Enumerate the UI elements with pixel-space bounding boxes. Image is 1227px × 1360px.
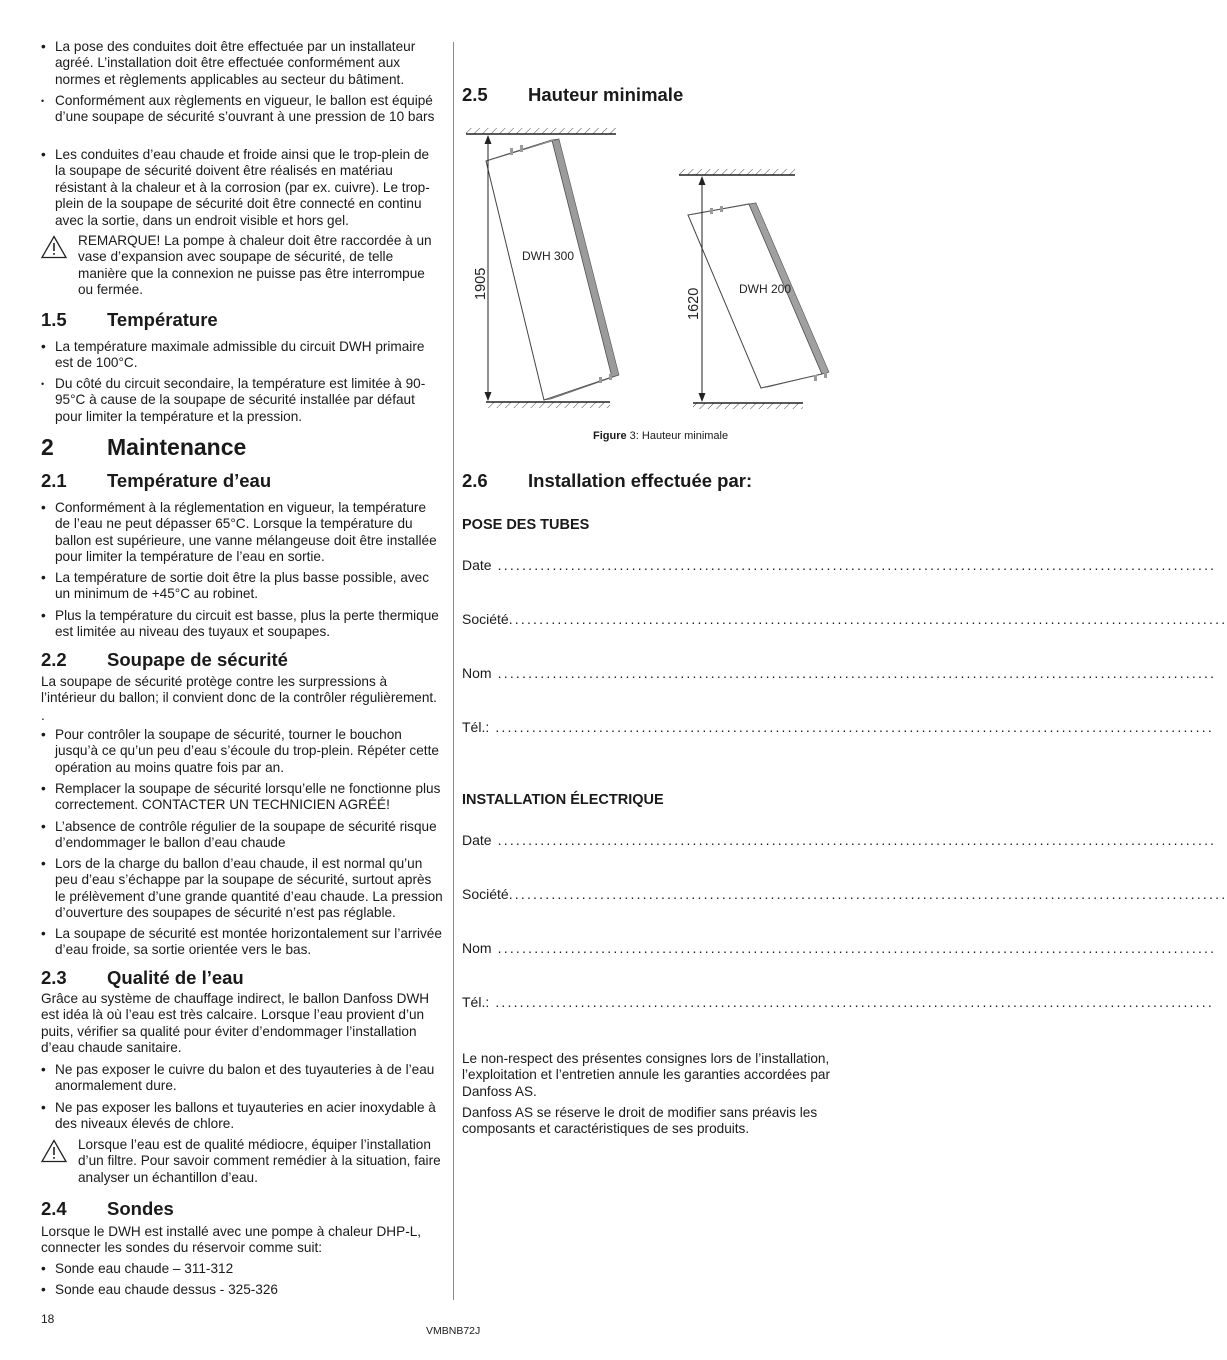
chapter-heading-2: 2 Maintenance — [41, 434, 247, 460]
list-item: • La soupape de sécurité est montée horizontalement sur l’arrivée d’eau froide, sa sortie orientée vers le bas. — [41, 926, 442, 958]
ceiling-hatch — [466, 128, 616, 134]
paragraph: Lorsque le DWH est installé avec une pompe à chaleur DHP-L, connecter les sondes du réservoir comme suit: — [41, 1224, 422, 1256]
list-item: • La pose des conduites doit être effectuée par un installateur agréé. L’installation doit être effectuée conformément aux normes et règlements applicables au secteur du bâtiment. — [41, 39, 443, 88]
remark-text: Lorsque l’eau est de qualité médiocre, équiper l’installation d’un filtre. Pour savoir comment remédier à la situation, faire analyser un échantillon d’eau. — [78, 1137, 441, 1185]
section-heading-2-2: 2.2 Soupape de sécurité — [41, 649, 288, 670]
warranty-note: Le non-respect des présentes consignes lors de l’installation, l’exploitation et l’entretien annule les garanties accordées par Danfoss AS. — [462, 1051, 831, 1099]
elec-nom-field[interactable]: Nom ...................................................................................................................... — [462, 940, 1217, 956]
pose-nom-field[interactable]: Nom ...................................................................................................................... — [462, 665, 1217, 681]
dimension-label-1905: 1905 — [473, 267, 489, 300]
bullet-text: La soupape de sécurité est montée horizontalement sur l’arrivée d’eau froide, sa sortie orientée vers le bas. — [55, 926, 442, 958]
bullet-text: Sonde eau chaude – 311-312 — [55, 1261, 234, 1276]
section-heading-2-4: 2.4 Sondes — [41, 1198, 174, 1219]
bullet-text: Les conduites d’eau chaude et froide ainsi que le trop-plein de la soupape de sécurité doivent être réalisés en matériau résistant à la chaleur et à la corrosion (par ex. cuivre). Le trop-plein de la soupape de sécurité doit être connecté en continu avec la sortie, dans un endroit visible et hors gel. — [55, 147, 430, 228]
arrow-up-icon — [485, 135, 492, 144]
bullet-text: La température maximale admissible du circuit DWH primaire est de 100°C. — [55, 339, 425, 371]
elec-societe-field[interactable]: Société...................................................................................................................... — [462, 886, 1227, 902]
paragraph: La soupape de sécurité protège contre les surpressions à l’intérieur du ballon; il convient donc de la contrôler régulièrement. — [41, 674, 437, 706]
bullet-text: Lors de la charge du ballon d’eau chaude, il est normal qu’un peu d’eau s’échappe par la soupape de sécurité, surtout après le prélèvement d’une grande quantité d’eau chaude. La pression d’ouverture des soupapes de sécurité n’est pas réglable. — [55, 856, 443, 921]
bullet-text: Sonde eau chaude dessus - 325-326 — [55, 1282, 278, 1297]
column-divider — [453, 42, 454, 1300]
model-label-dwh-200: DWH 200 — [739, 282, 792, 296]
bullet-text: Ne pas exposer les ballons et tuyauteries en acier inoxydable à des niveaux élevés de chlore. — [55, 1100, 436, 1132]
bullet-text: Pour contrôler la soupape de sécurité, tourner le bouchon jusqu’à ce qu’un peu d’eau s’écoule du trop-plein. Répéter cette opération au moins quatre fois par an. — [55, 727, 439, 775]
floor-hatch — [486, 402, 610, 408]
page-number: 18 — [41, 1312, 55, 1326]
list-item: • Sonde eau chaude – 311-312 — [41, 1261, 443, 1277]
section-heading-2-3: 2.3 Qualité de l’eau — [41, 967, 244, 988]
bullet-text: Conformément à la réglementation en vigueur, la température de l’eau ne peut dépasser 65°C. Lorsque la température du ballon est supérieure, une vanne mélangeuse doit être installée pour limiter la température de l’eau en sortie. — [55, 500, 437, 565]
bullet-text: Remplacer la soupape de sécurité lorsqu’elle ne fonctionne plus correctement. CONTACTER UN TECHNICIEN AGRÉÉ! — [55, 781, 441, 813]
list-item: • Sonde eau chaude dessus - 325-326 — [41, 1282, 443, 1298]
list-item: • L’absence de contrôle régulier de la soupape de sécurité risque d’endommager le ballon d’eau chaude — [41, 819, 443, 852]
list-item: • La température de sortie doit être la plus basse possible, avec un minimum de +45°C au robinet. — [41, 570, 443, 603]
list-item: • Conformément aux règlements en vigueur, le ballon est équipé d’une soupape de sécurité s’ouvrant à une pression de 10 bars — [41, 93, 443, 126]
figure-caption: Figure 3: Hauteur minimale — [593, 430, 729, 442]
elec-date-field[interactable]: Date ...................................................................................................................... — [462, 832, 1217, 848]
bullet-text: La température de sortie doit être la plus basse possible, avec un minimum de +45°C au robinet. — [55, 570, 430, 602]
installation-electrique-title: INSTALLATION ÉLECTRIQUE — [462, 792, 664, 808]
bullet-text: La pose des conduites doit être effectuée par un installateur agréé. L’installation doit être effectuée conformément aux normes et règlements applicables au secteur du bâtiment. — [55, 39, 416, 87]
list-item: • Conformément à la réglementation en vigueur, la température de l’eau ne peut dépasser 65°C. Lorsque la température du ballon est supérieure, une vanne mélangeuse doit être installée pour limiter la température de l’eau en sortie. — [41, 500, 443, 566]
section-heading-2-5: 2.5 Hauteur minimale — [462, 84, 684, 105]
bullet-text: L’absence de contrôle régulier de la soupape de sécurité risque d’endommager le ballon d’eau chaude — [55, 819, 437, 851]
pose-societe-field[interactable]: Société...................................................................................................................... — [462, 611, 1227, 627]
dimension-label-1620: 1620 — [686, 287, 702, 320]
warning-icon — [41, 235, 67, 263]
pose-tubes-title: POSE DES TUBES — [462, 517, 590, 533]
ceiling-hatch — [679, 169, 795, 175]
paragraph: Grâce au système de chauffage indirect, le ballon Danfoss DWH est idéa là où l’eau est très calcaire. Lorsque l’eau provient d’un puits, vérifier sa qualité pour éviter d’endommager l’installation d’eau chaude sanitaire. — [41, 991, 430, 1056]
list-item: • Pour contrôler la soupape de sécurité, tourner le bouchon jusqu’à ce qu’un peu d’eau s’écoule du trop-plein. Répéter cette opération au moins quatre fois par an. — [41, 727, 443, 776]
section-heading-2-6: 2.6 Installation effectuée par: — [462, 470, 753, 491]
dwh-300-diagram — [466, 128, 619, 408]
pose-date-field[interactable]: Date ...................................................................................................................... — [462, 557, 1217, 573]
list-item: • Du côté du circuit secondaire, la température est limitée à 90-95°C à cause de la soupape de sécurité installée par défaut pour limiter la température et la pression. — [41, 376, 443, 425]
arrow-down-icon — [699, 393, 706, 402]
list-item: • Remplacer la soupape de sécurité lorsqu’elle ne fonctionne plus correctement. CONTACTER UN TECHNICIEN AGRÉÉ! — [41, 781, 443, 814]
section-heading-2-1: 2.1 Température d’eau — [41, 470, 272, 491]
elec-tel-field[interactable]: Tél.: ...................................................................................................................... — [462, 994, 1214, 1010]
bullet-text: Du côté du circuit secondaire, la température est limitée à 90-95°C à cause de la soupape de sécurité installée par défaut pour limiter la température et la pression. — [55, 376, 426, 424]
dwh-200-diagram — [679, 169, 829, 409]
arrow-up-icon — [699, 176, 706, 185]
list-item: • Ne pas exposer le cuivre du balon et des tuyauteries à de l’eau anormalement dure. — [41, 1062, 443, 1095]
warning-icon — [41, 1139, 67, 1167]
modification-note: Danfoss AS se réserve le droit de modifier sans préavis les composants et caractéristiques de ses produits. — [462, 1105, 818, 1137]
list-item: • Plus la température du circuit est basse, plus la perte thermique est limitée au niveau des tuyaux et soupapes. — [41, 608, 443, 641]
arrow-down-icon — [485, 392, 492, 401]
bullet-text: Ne pas exposer le cuivre du balon et des tuyauteries à de l’eau anormalement dure. — [55, 1062, 435, 1094]
paragraph: . — [41, 708, 45, 723]
floor-hatch — [693, 403, 803, 409]
list-item: • La température maximale admissible du circuit DWH primaire est de 100°C. — [41, 339, 443, 372]
remark-text: REMARQUE! La pompe à chaleur doit être raccordée à un vase d’expansion avec soupape de sécurité, de telle manière que la connexion ne puisse pas être interrompue ou fermée. — [78, 233, 432, 298]
list-item: • Lors de la charge du ballon d’eau chaude, il est normal qu’un peu d’eau s’échappe par la soupape de sécurité, surtout après le prélèvement d’une grande quantité d’eau chaude. La pression d’ouverture des soupapes de sécurité n’est pas réglable. — [41, 856, 443, 921]
bullet-text: Conformément aux règlements en vigueur, le ballon est équipé d’une soupape de sécurité s’ouvrant à une pression de 10 bars — [55, 93, 435, 125]
document-code: VMBNB72J — [426, 1325, 481, 1337]
remark-note — [41, 233, 443, 299]
dwh-300-tank — [486, 139, 619, 400]
list-item: • Ne pas exposer les ballons et tuyauteries en acier inoxydable à des niveaux élevés de chlore. — [41, 1100, 443, 1133]
bullet-text: Plus la température du circuit est basse, plus la perte thermique est limitée au niveau des tuyaux et soupapes. — [55, 608, 439, 640]
minimum-height-figure — [462, 120, 862, 425]
pose-tel-field[interactable]: Tél.: ...................................................................................................................... — [462, 719, 1214, 735]
list-item: • Les conduites d’eau chaude et froide ainsi que le trop-plein de la soupape de sécurité doivent être réalisés en matériau résistant à la chaleur et à la corrosion (par ex. cuivre). Le trop-plein de la soupape de sécurité doit être connecté en continu avec la sortie, dans un endroit visible et hors gel. — [41, 147, 443, 229]
remark-note — [41, 1137, 443, 1186]
section-heading-1-5: 1.5 Température — [41, 309, 218, 330]
model-label-dwh-300: DWH 300 — [522, 249, 575, 263]
